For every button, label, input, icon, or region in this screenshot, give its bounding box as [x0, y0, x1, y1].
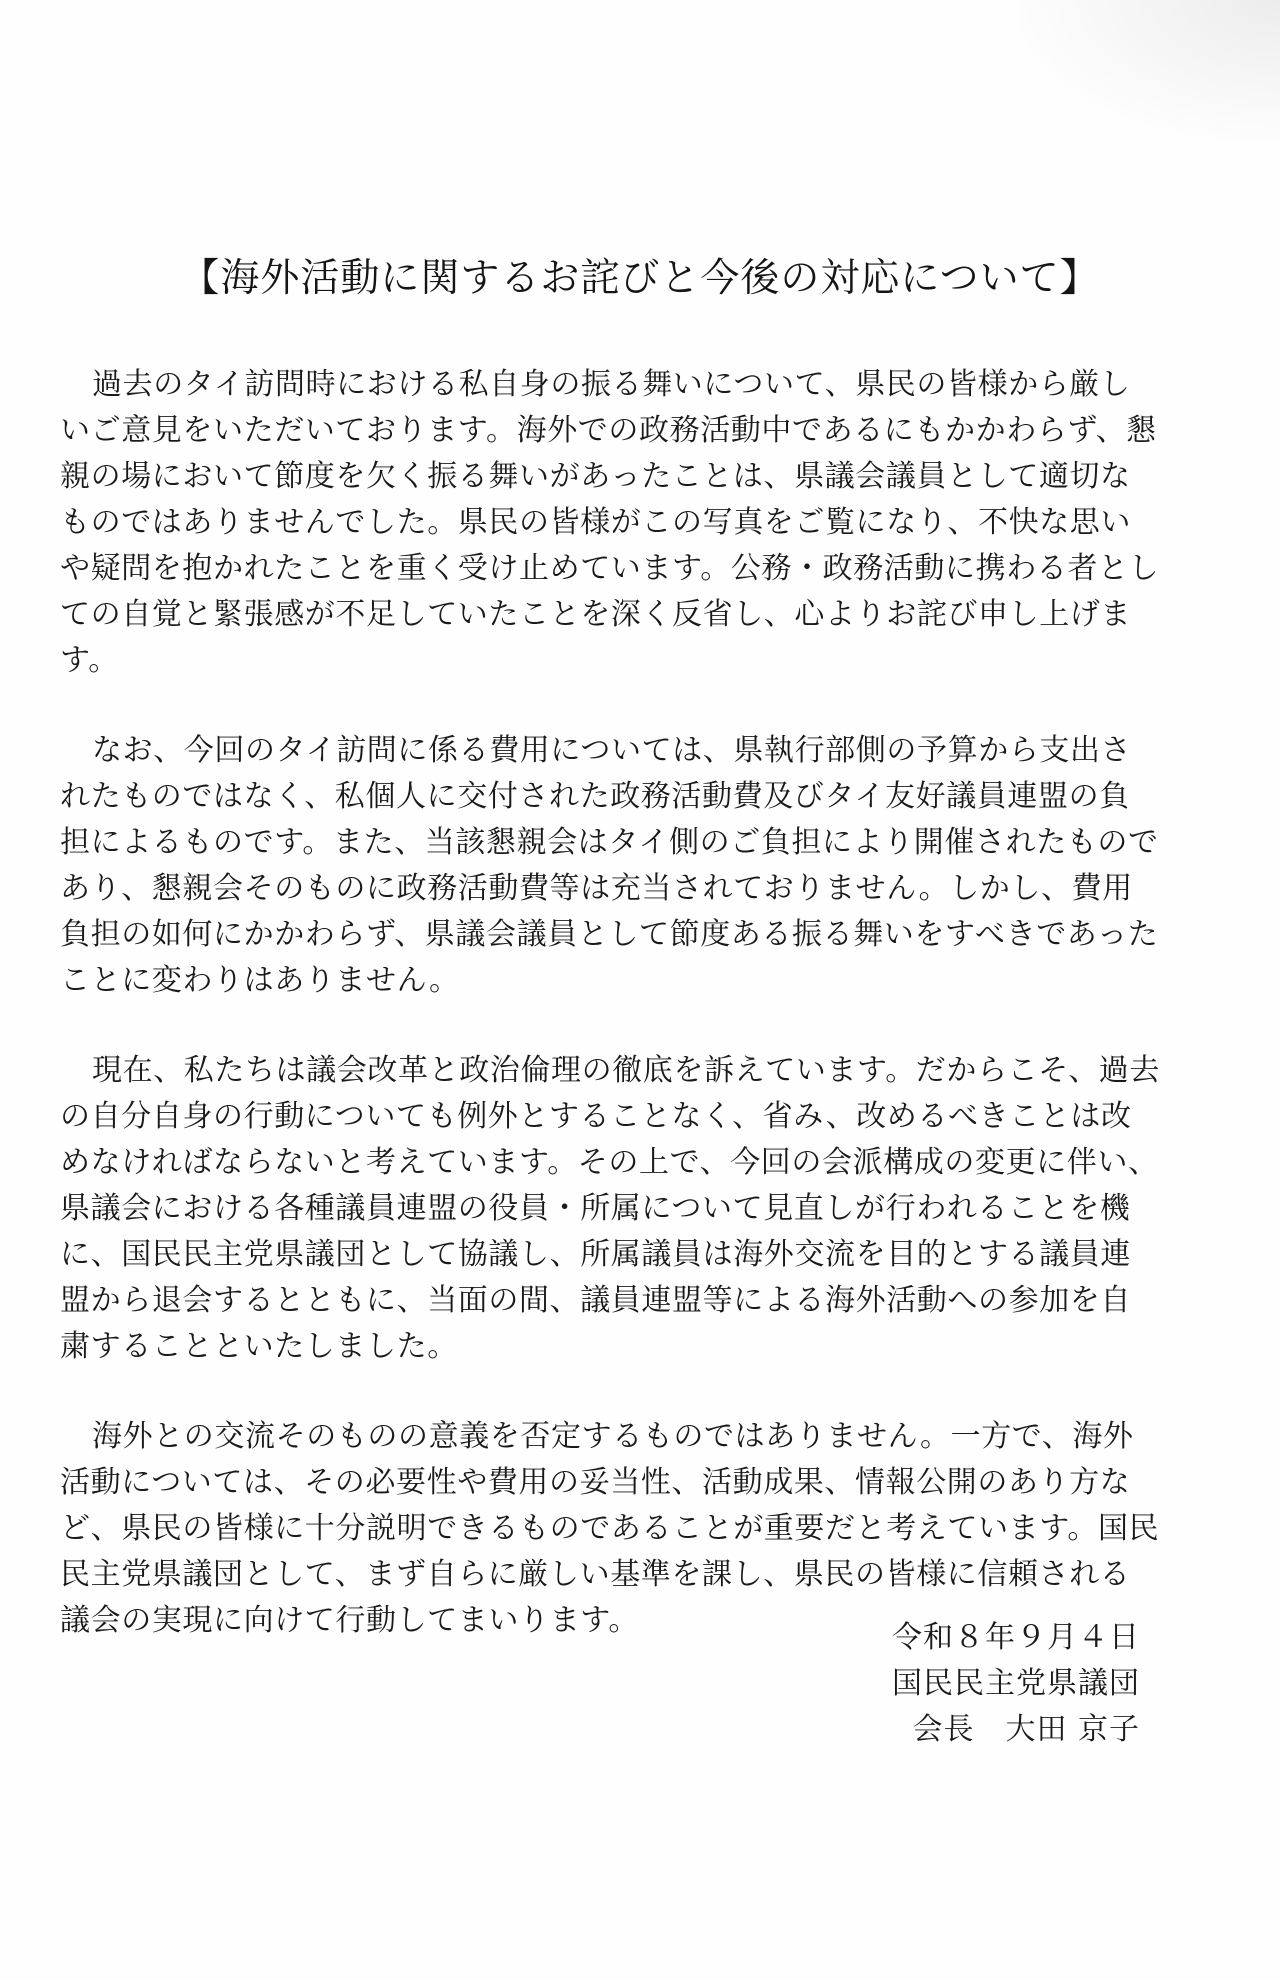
signature-name: 会長 大田 京子 [912, 1712, 1140, 1747]
paragraph-commitment: 海外との交流そのものの意義を否定するものではありません。一方で、海外活動については、その必要性や費用の妥当性、活動成果、情報公開のあり方など、県民の皆様に十分説明できるものであることが重要だと考えています。国民民主党県議団として、まず自らに厳しい基準を課し、県民の皆様に信頼される議会の実現に向けて行動してまいります。 [60, 1419, 1160, 1638]
paragraph-reform: 現在、私たちは議会改革と政治倫理の徹底を訴えています。だからこそ、過去の自分自身の行動についても例外とすることなく、省み、改めるべきことは改めなければならないと考えています。その上で、今回の会派構成の変更に伴い、県議会における各種議員連盟の役員・所属について見直しが行われることを機に、国民民主党県議団として協議し、所属議員は海外交流を目的とする議員連盟から退会するとともに、当面の間、議員連盟等による海外活動への参加を自粛することといたしました。 [60, 1053, 1160, 1364]
signature-organization: 国民民主党県議団 [892, 1666, 1140, 1701]
corner-shadow [1020, 0, 1280, 140]
document-title: 【海外活動に関するお詫びと今後の対応について】 [180, 256, 1100, 301]
paragraph-apology: 過去のタイ訪問時における私自身の振る舞いについて、県民の皆様から厳しいご意見をいただいております。海外での政務活動中であるにもかかわらず、懇親の場において節度を欠く振る舞いがあったことは、県議会議員として適切なものではありませんでした。県民の皆様がこの写真をご覧になり、不快な思いや疑問を抱かれたことを重く受け止めています。公務・政務活動に携わる者としての自覚と緊張感が不足していたことを深く反省し、心よりお詫び申し上げます。 [60, 367, 1160, 678]
signature-block [892, 1615, 1140, 1753]
paragraph-expenses: なお、今回のタイ訪問に係る費用については、県執行部側の予算から支出されたものではなく、私個人に交付された政務活動費及びタイ友好議員連盟の負担によるものです。また、当該懇親会はタイ側のご負担により開催されたものであり、懇親会そのものに政務活動費等は充当されておりません。しかし、費用負担の如何にかかわらず、県議会議員として節度ある振る舞いをすべきであったことに変わりはありません。 [60, 733, 1159, 998]
document-body [60, 362, 1160, 1644]
signature-date: 令和８年９月４日 [892, 1620, 1140, 1655]
